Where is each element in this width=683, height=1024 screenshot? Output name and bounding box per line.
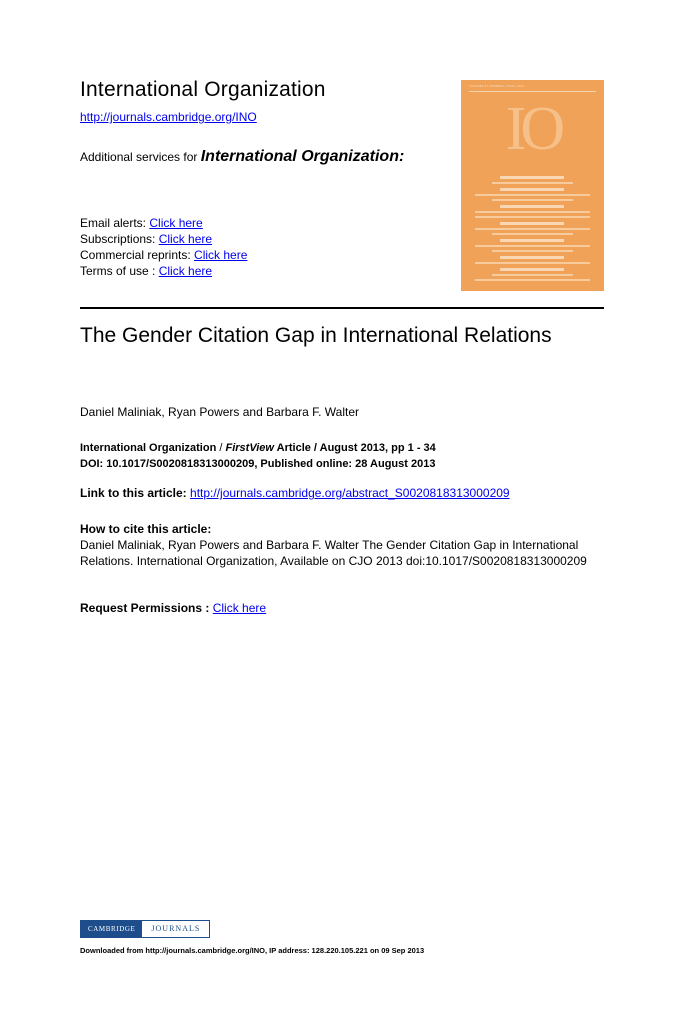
firstview-label: FirstView (225, 442, 274, 454)
cover-volume-line: VOLUME 67 NUMBER 4 FALL 2013 (469, 84, 525, 88)
permissions-line (80, 601, 266, 615)
cover-contents (475, 172, 590, 284)
article-meta (80, 440, 436, 472)
services-journal-name: International Organization: (200, 148, 405, 165)
publication-line: International Organization / FirstView Article / August 2013, pp 1 - 34 (80, 442, 436, 454)
article-abstract-link[interactable]: http://journals.cambridge.org/abstract_S0020818313000209 (190, 486, 510, 500)
permissions-label: Request Permissions : (80, 601, 210, 615)
doi-line: DOI: 10.1017/S0020818313000209, Published online: 28 August 2013 (80, 458, 436, 470)
article-info: Article / August 2013, pp 1 - 34 (276, 442, 436, 454)
service-label: Terms of use : (80, 264, 156, 278)
subscriptions-link[interactable]: Click here (158, 232, 213, 246)
service-commercial-reprints (80, 247, 247, 263)
service-email-alerts (80, 215, 247, 231)
services-prefix: Additional services for (80, 150, 198, 164)
service-label: Email alerts: (80, 216, 147, 230)
service-subscriptions (80, 231, 247, 247)
journal-title: International Organization (80, 78, 326, 101)
service-list (80, 215, 247, 279)
cambridge-journals-logo (80, 920, 210, 938)
request-permissions-link[interactable]: Click here (212, 601, 267, 615)
service-label: Subscriptions: (80, 232, 156, 246)
logo-journals: JOURNALS (142, 921, 209, 937)
citation-heading: How to cite this article: (80, 522, 212, 536)
journal-url-link[interactable]: http://journals.cambridge.org/INO (80, 110, 257, 124)
email-alerts-link[interactable]: Click here (149, 216, 203, 230)
link-label: Link to this article: (80, 486, 187, 500)
citation-text: Daniel Maliniak, Ryan Powers and Barbara F. Walter The Gender Citation Gap in International Relations. International Organization, Available on CJO 2013 doi:10.1017/S0020818313000209 (80, 538, 587, 568)
article-authors: Daniel Maliniak, Ryan Powers and Barbara F. Walter (80, 405, 360, 419)
terms-of-use-link[interactable]: Click here (158, 264, 213, 278)
article-title: The Gender Citation Gap in International Relations (80, 324, 552, 347)
logo-cambridge: CAMBRIDGE (81, 921, 142, 937)
commercial-reprints-link[interactable]: Click here (194, 248, 248, 262)
additional-services (80, 147, 410, 167)
service-label: Commercial reprints: (80, 248, 191, 262)
cover-monogram: IO (505, 95, 560, 163)
download-notice: Downloaded from http://journals.cambridge.org/INO, IP address: 128.220.105.221 on 09 Sep 2013 (80, 946, 425, 955)
divider-rule (80, 307, 604, 309)
journal-cover-image (461, 80, 604, 291)
service-terms-of-use (80, 263, 247, 279)
journal-name: International Organization (80, 442, 217, 454)
article-link-line (80, 486, 510, 500)
citation-block (80, 521, 600, 569)
